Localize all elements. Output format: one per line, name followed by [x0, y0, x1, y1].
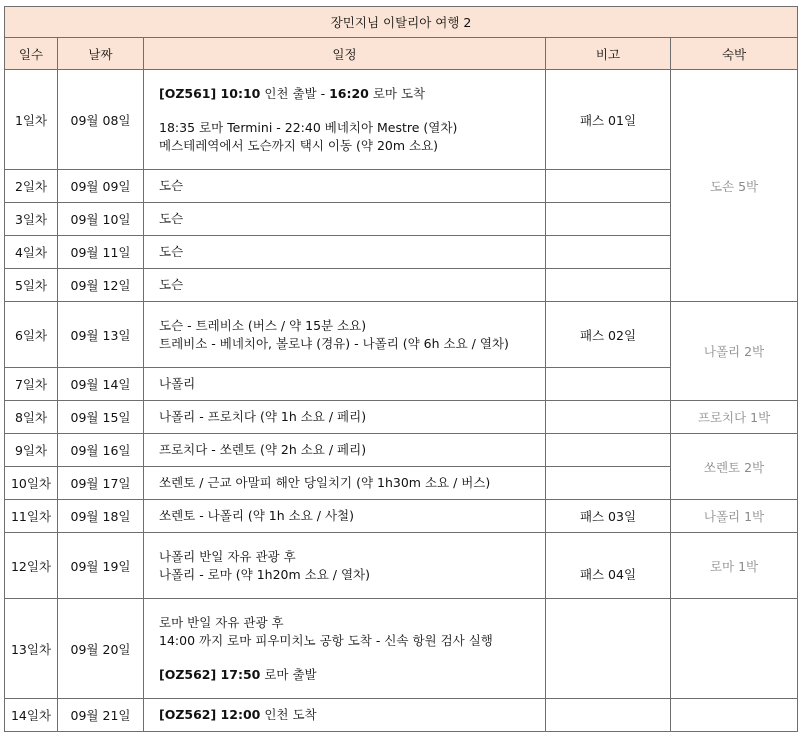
day-cell: 11일차: [5, 500, 58, 533]
table-row: [5, 302, 798, 368]
arrival-time: 16:20: [329, 85, 369, 101]
schedule-cell: [144, 500, 546, 533]
schedule-cell: [144, 434, 546, 467]
table-row: [5, 434, 798, 467]
flight-code: [OZ562] 17:50: [159, 666, 261, 682]
header-date: 날짜: [58, 38, 144, 70]
header-note: 비고: [546, 38, 671, 70]
note-cell: 패스 04일: [546, 533, 671, 599]
table-title: 장민지님 이탈리아 여행 2: [5, 7, 798, 38]
day-cell: 7일차: [5, 368, 58, 401]
note-cell: [546, 368, 671, 401]
day-cell: 3일차: [5, 203, 58, 236]
note-cell: 패스 02일: [546, 302, 671, 368]
note-cell: [546, 236, 671, 269]
note-cell: [546, 203, 671, 236]
note-cell: [546, 434, 671, 467]
schedule-cell: [144, 236, 546, 269]
table-row: [5, 401, 798, 434]
schedule-line: 도슨 - 트레비소 (버스 / 약 15분 소요): [159, 317, 367, 333]
note-cell: 패스 03일: [546, 500, 671, 533]
day-cell: 4일차: [5, 236, 58, 269]
itinerary-table: [4, 6, 798, 732]
date-cell: 09월 12일: [58, 269, 144, 302]
table-row: [5, 500, 798, 533]
header-day: 일수: [5, 38, 58, 70]
note-cell: [546, 170, 671, 203]
date-cell: 09월 16일: [58, 434, 144, 467]
schedule-line: 프로치다 - 쏘렌토 (약 2h 소요 / 페리): [159, 442, 367, 457]
day-cell: 6일차: [5, 302, 58, 368]
day-cell: 13일차: [5, 599, 58, 699]
schedule-line: [159, 666, 545, 684]
date-cell: 09월 09일: [58, 170, 144, 203]
schedule-line: 도슨: [159, 277, 184, 292]
stay-cell: 로마 1박: [671, 533, 798, 599]
schedule-line: 메스테레역에서 도슨까지 택시 이동 (약 20m 소요): [159, 137, 439, 153]
note-cell: [546, 467, 671, 500]
date-cell: 09월 14일: [58, 368, 144, 401]
header-row: [5, 38, 798, 70]
schedule-line: 18:35 로마 Termini - 22:40 베네치아 Mestre (열차): [159, 119, 458, 135]
schedule-cell: [144, 269, 546, 302]
day-cell: 14일차: [5, 699, 58, 732]
flight-code: [OZ562] 12:00: [159, 707, 261, 722]
header-stay: 숙박: [671, 38, 798, 70]
schedule-cell: [144, 699, 546, 732]
stay-cell: 나폴리 2박: [671, 302, 798, 401]
schedule-cell: [144, 302, 546, 368]
schedule-line: 나폴리: [159, 376, 196, 391]
schedule-line: 나폴리 - 로마 (약 1h20m 소요 / 열차): [159, 566, 370, 582]
schedule-cell: [144, 70, 546, 170]
schedule-line: 도슨: [159, 244, 184, 259]
schedule-line: 트레비소 - 베네치아, 볼로냐 (경유) - 나폴리 (약 6h 소요 / 열차): [159, 335, 509, 351]
schedule-cell: [144, 368, 546, 401]
table-row: [5, 70, 798, 170]
stay-cell: 도손 5박: [671, 70, 798, 302]
day-cell: 9일차: [5, 434, 58, 467]
schedule-text: 로마 도착: [368, 85, 426, 101]
day-cell: 10일차: [5, 467, 58, 500]
schedule-text: 인천 도착: [260, 707, 317, 722]
schedule-line: [159, 706, 545, 724]
stay-cell: 프로치다 1박: [671, 401, 798, 434]
date-cell: 09월 15일: [58, 401, 144, 434]
schedule-line: 도슨: [159, 211, 184, 226]
schedule-text: 인천 출발 -: [260, 85, 330, 101]
schedule-cell: [144, 533, 546, 599]
header-schedule: 일정: [144, 38, 546, 70]
schedule-line: 쏘렌토 / 근교 아말피 해안 당일치기 (약 1h30m 소요 / 버스): [159, 475, 491, 490]
title-row: [5, 7, 798, 38]
schedule-cell: [144, 401, 546, 434]
schedule-line: 쏘렌토 - 나폴리 (약 1h 소요 / 사철): [159, 508, 354, 523]
date-cell: 09월 10일: [58, 203, 144, 236]
day-cell: 1일차: [5, 70, 58, 170]
note-cell: [546, 599, 671, 699]
date-cell: 09월 11일: [58, 236, 144, 269]
note-cell: 패스 01일: [546, 70, 671, 170]
stay-cell: [671, 599, 798, 699]
date-cell: 09월 20일: [58, 599, 144, 699]
note-cell: [546, 401, 671, 434]
stay-cell: 쏘렌토 2박: [671, 434, 798, 500]
day-cell: 12일차: [5, 533, 58, 599]
schedule-line: [159, 85, 545, 103]
schedule-cell: [144, 599, 546, 699]
schedule-line: 로마 반일 자유 관광 후: [159, 614, 284, 630]
day-cell: 5일차: [5, 269, 58, 302]
stay-cell: 나폴리 1박: [671, 500, 798, 533]
flight-code: [OZ561] 10:10: [159, 85, 261, 101]
table-row: [5, 599, 798, 699]
schedule-line: 14:00 까지 로마 피우미치노 공항 도착 - 신속 항원 검사 실행: [159, 632, 493, 648]
schedule-line: 도슨: [159, 178, 184, 193]
schedule-line: 나폴리 - 프로치다 (약 1h 소요 / 페리): [159, 409, 367, 424]
day-cell: 8일차: [5, 401, 58, 434]
schedule-cell: [144, 203, 546, 236]
date-cell: 09월 19일: [58, 533, 144, 599]
date-cell: 09월 17일: [58, 467, 144, 500]
schedule-cell: [144, 170, 546, 203]
schedule-cell: [144, 467, 546, 500]
date-cell: 09월 13일: [58, 302, 144, 368]
date-cell: 09월 21일: [58, 699, 144, 732]
date-cell: 09월 18일: [58, 500, 144, 533]
stay-cell: [671, 699, 798, 732]
table-row: [5, 533, 798, 599]
date-cell: 09월 08일: [58, 70, 144, 170]
note-cell: [546, 699, 671, 732]
day-cell: 2일차: [5, 170, 58, 203]
schedule-text: 로마 출발: [260, 666, 317, 682]
note-cell: [546, 269, 671, 302]
schedule-line: 나폴리 반일 자유 관광 후: [159, 548, 296, 564]
table-row: [5, 699, 798, 732]
